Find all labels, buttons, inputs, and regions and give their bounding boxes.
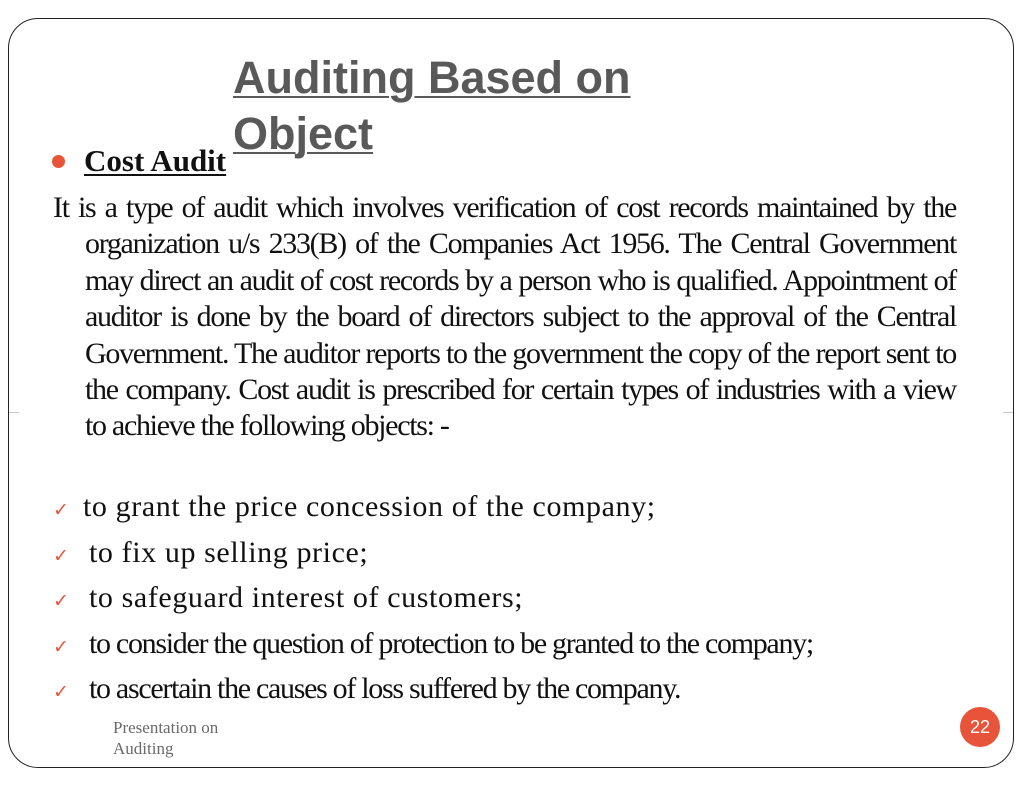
list-item — [53, 536, 973, 582]
list-item — [53, 490, 973, 536]
list-item — [53, 672, 973, 718]
section-heading-text: Cost Audit — [84, 143, 227, 178]
objects-list — [53, 490, 973, 718]
check-mark-icon: ✓ — [53, 544, 69, 567]
check-mark-icon: ✓ — [53, 499, 69, 521]
list-item — [53, 627, 973, 673]
cost-audit-description: It is a type of audit which involves verification of cost records maintained by the organization u/s 233(B) of the Companies Act 1956. The Central Government may direct an audit of cost records by a person who is qualified. Appointment of auditor is done by the board of directors subject to the approval of the Central Government. The auditor reports to the government the copy of the report sent to the company. Cost audit is prescribed for certain types of industries with a view to achieve the following objects: - — [53, 191, 956, 443]
list-item-text: to consider the question of protection to be granted to the company; — [89, 626, 813, 660]
bullet-dot-icon — [52, 155, 65, 168]
check-mark-icon: ✓ — [53, 635, 69, 658]
cost-audit-heading — [52, 142, 226, 180]
slide-title: Auditing Based on Object — [233, 52, 631, 159]
list-item — [53, 581, 973, 627]
left-edge-tick — [9, 412, 19, 413]
right-edge-tick — [1003, 412, 1013, 413]
list-item-text: to fix up selling price; — [89, 535, 369, 569]
list-item-text: to ascertain the causes of loss suffered by the company. — [89, 672, 681, 705]
list-item-text: to safeguard interest of customers; — [89, 581, 524, 614]
page-number-badge: 22 — [960, 707, 1000, 747]
footer-presentation-label: Presentation on Auditing — [113, 718, 219, 758]
check-mark-icon: ✓ — [53, 681, 69, 703]
check-mark-icon: ✓ — [53, 590, 69, 612]
list-item-text: to grant the price concession of the company; — [83, 490, 656, 523]
